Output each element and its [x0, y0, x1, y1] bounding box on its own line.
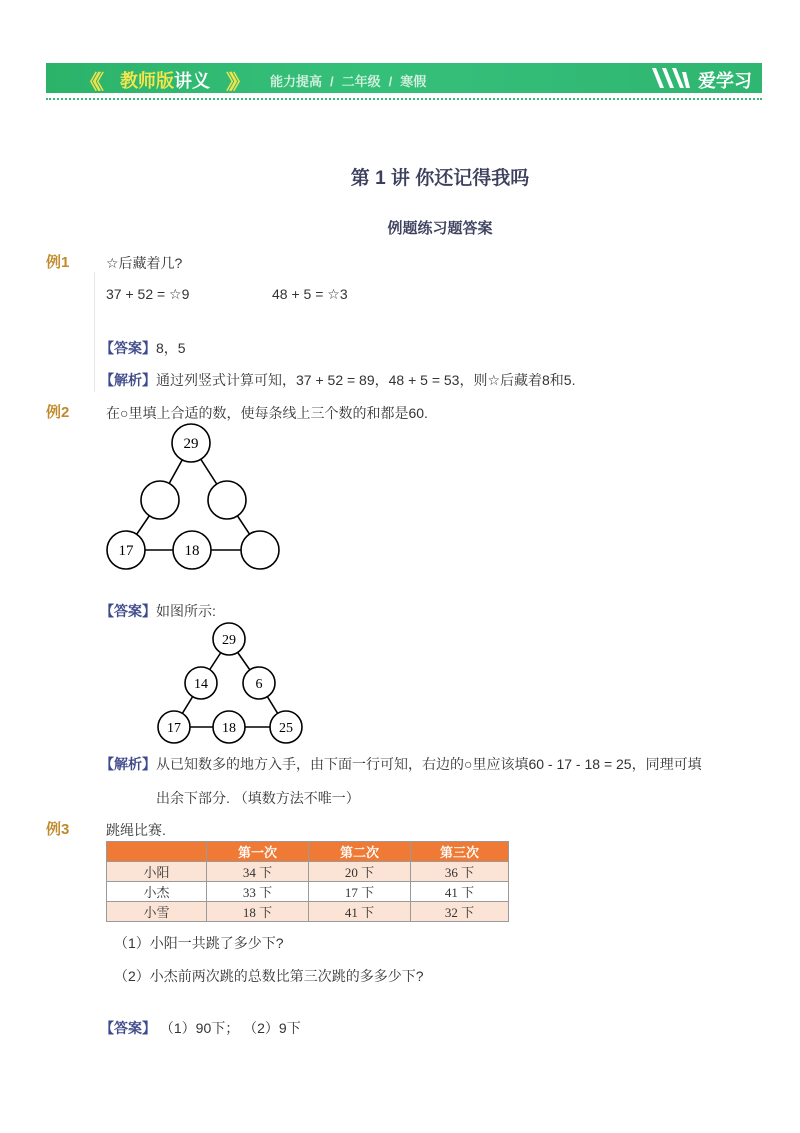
- node-value: 17: [167, 721, 181, 736]
- breadcrumb-item: 寒假: [400, 74, 427, 89]
- diagram-node-right-mid: [208, 481, 246, 519]
- brand-name: 爱学习: [698, 71, 752, 91]
- table-cell: 32 下: [411, 902, 509, 922]
- table-cell: 小雪: [107, 902, 207, 922]
- answer-text: （1）90下； （2）9下: [156, 1020, 301, 1036]
- margin-line: [94, 272, 95, 392]
- node-value: 14: [194, 677, 208, 692]
- example-2-label: 例2: [46, 404, 70, 421]
- table-cell: 17 下: [309, 882, 411, 902]
- example-1-question: ☆后藏着几?: [106, 255, 183, 271]
- table-header-cell: 第三次: [411, 842, 509, 862]
- brand-logo: [698, 65, 752, 91]
- lecture-title: 第 1 讲 你还记得我吗: [350, 168, 530, 189]
- answer-tag: 【答案】: [100, 340, 156, 356]
- table-cell: 33 下: [207, 882, 309, 902]
- diagram-node-left-mid: [141, 481, 179, 519]
- example-1-label: 例1: [46, 254, 70, 271]
- table-cell: 41 下: [411, 882, 509, 902]
- table-row: [107, 902, 509, 922]
- diagram-node-bottom-right: [241, 531, 279, 569]
- table-row: [107, 882, 509, 902]
- answer-text: 8，5: [156, 340, 186, 356]
- example-2-answer: [100, 601, 216, 621]
- breadcrumb-item: 能力提高: [270, 74, 323, 89]
- node-value: 29: [183, 436, 199, 452]
- example-1-equation-1: 37 + 52 = ☆9: [106, 286, 190, 302]
- header-divider: [46, 98, 762, 100]
- example-3-answer: [100, 1018, 301, 1038]
- node-value: 25: [279, 721, 293, 736]
- breadcrumb-item: 二年级: [341, 74, 381, 89]
- example-1-answer: [100, 338, 186, 358]
- handout-title: 教师版讲义: [120, 71, 210, 91]
- node-value: 6: [255, 677, 263, 692]
- answer-text: 如图所示:: [156, 603, 216, 619]
- example-2-analysis: [100, 754, 702, 774]
- triangle-diagram-question: [100, 420, 290, 580]
- node-value: 17: [118, 543, 134, 559]
- example-1-analysis: [100, 370, 575, 390]
- answer-tag: 【答案】: [100, 1020, 156, 1036]
- example-1-equation-2: 48 + 5 = ☆3: [272, 286, 348, 302]
- analysis-text-line-1: 从已知数多的地方入手，由下面一行可知，右边的○里应该填60 - 17 - 18 = 25，同理可填: [156, 756, 702, 772]
- table-cell: 41 下: [309, 902, 411, 922]
- example-3-question-2: （2）小杰前两次跳的总数比第三次跳的多多少下?: [114, 968, 424, 984]
- table-cell: 18 下: [207, 902, 309, 922]
- table-header-cell: [107, 842, 207, 862]
- node-value: 18: [222, 721, 236, 736]
- table-header-row: [107, 842, 509, 862]
- table-cell: 34 下: [207, 862, 309, 882]
- table-cell: 小阳: [107, 862, 207, 882]
- jump-rope-table: [106, 841, 509, 922]
- example-3-question: 跳绳比赛.: [106, 822, 166, 838]
- table-cell: 20 下: [309, 862, 411, 882]
- answer-tag: 【答案】: [100, 603, 156, 619]
- node-value: 29: [222, 633, 236, 648]
- brand-logo-icon: [650, 66, 694, 90]
- table-cell: 36 下: [411, 862, 509, 882]
- breadcrumb: 能力提高 / 二年级 / 寒假: [270, 74, 427, 89]
- table-header-cell: 第二次: [309, 842, 411, 862]
- example-2-analysis-line-2: 出余下部分. （填数方法不唯一）: [156, 790, 360, 806]
- table-row: [107, 862, 509, 882]
- example-3-question-1: （1）小阳一共跳了多少下?: [114, 935, 284, 951]
- node-value: 18: [184, 543, 200, 559]
- header-banner: [46, 63, 762, 93]
- double-chevron-left-icon: 《《: [80, 72, 98, 94]
- triangle-diagram-answer: [150, 620, 310, 750]
- double-chevron-right-icon: 》》: [226, 72, 244, 94]
- example-2-question: 在○里填上合适的数，使每条线上三个数的和都是60.: [106, 405, 428, 421]
- analysis-text: 通过列竖式计算可知，37 + 52 = 89，48 + 5 = 53，则☆后藏着8和5.: [156, 372, 576, 388]
- table-cell: 小杰: [107, 882, 207, 902]
- analysis-tag: 【解析】: [100, 372, 156, 388]
- analysis-tag: 【解析】: [100, 756, 156, 772]
- example-3-label: 例3: [46, 821, 70, 838]
- table-header-cell: 第一次: [207, 842, 309, 862]
- section-title: 例题练习题答案: [387, 220, 493, 237]
